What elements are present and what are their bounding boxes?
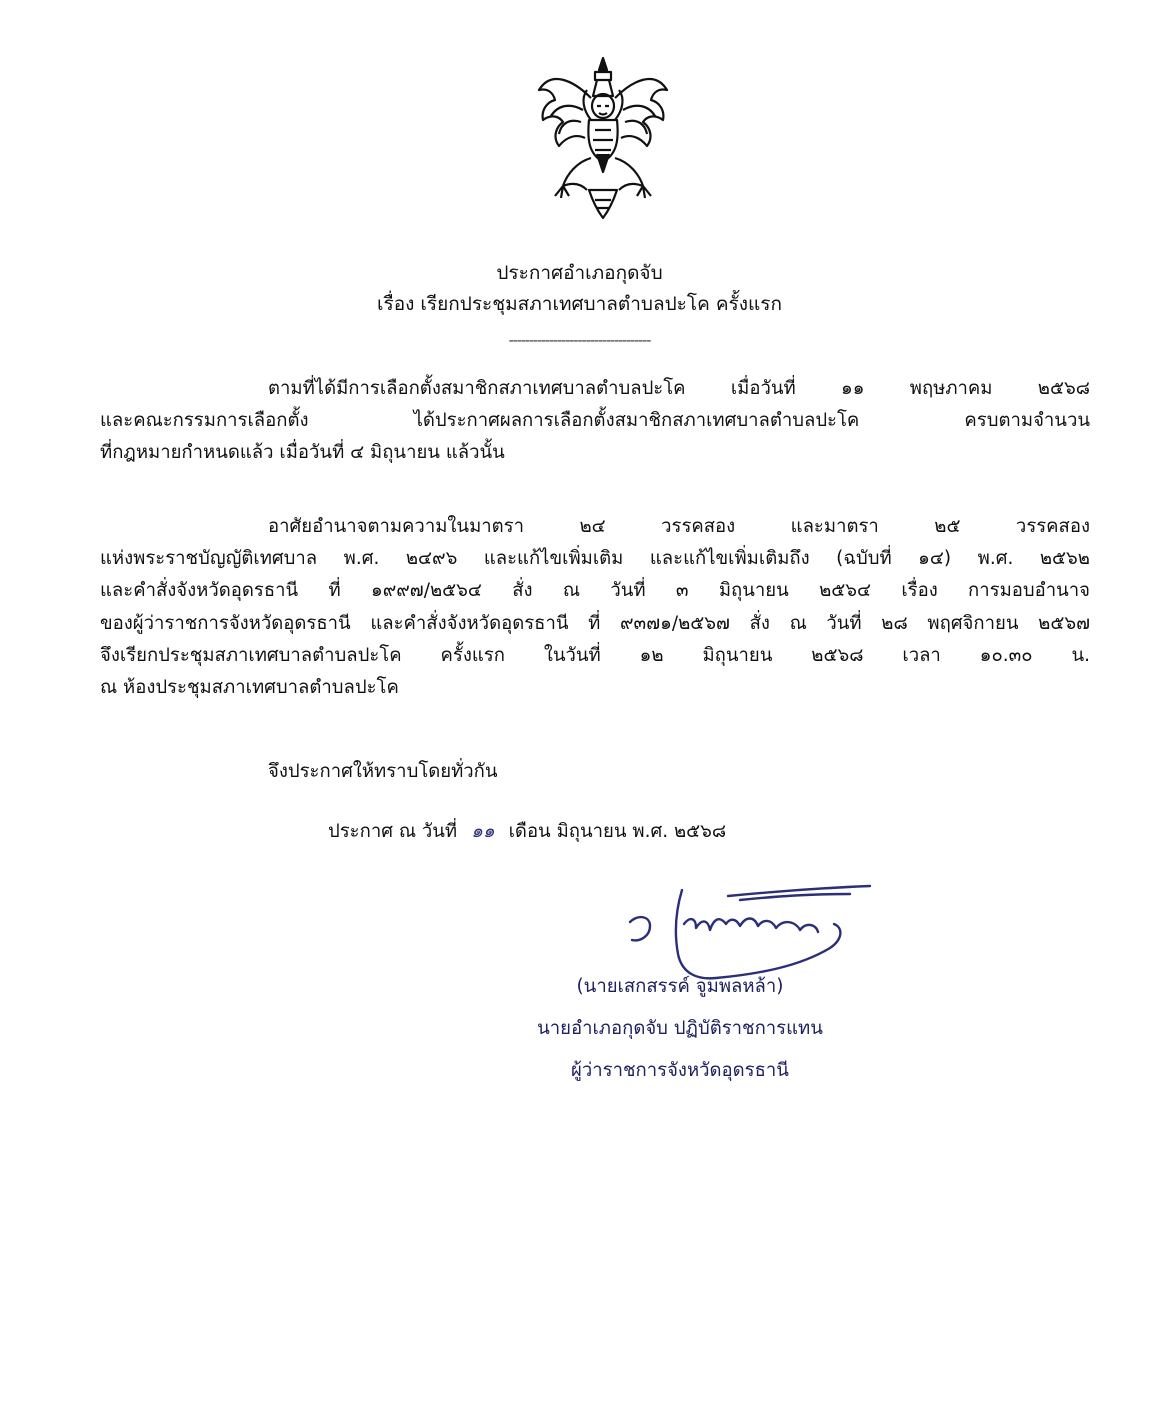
signatory-name: (นายเสกสรรค์ จูมพลหล้า) — [576, 976, 784, 997]
garuda-emblem-icon — [533, 50, 673, 225]
paragraph-line: ของผู้ว่าราชการจังหวัดอุดรธานี และคำสั่งจังหวัดอุดรธานี ที่ ๙๓๗๑/๒๕๖๗ สั่ง ณ วันที่ ๒๘ พฤศจิกายน ๒๕๖๗ — [100, 612, 1090, 634]
paragraph-line: แห่งพระราชบัญญัติเทศบาล พ.ศ. ๒๔๙๖ และแก้ไขเพิ่มเติม และแก้ไขเพิ่มเติมถึง (ฉบับที่ ๑๔) พ.ศ. ๒๕๖๒ — [100, 548, 1090, 570]
header-divider: ----------------------------------- — [508, 333, 651, 349]
announcement-date — [328, 817, 726, 846]
date-suffix: เดือน มิถุนายน พ.ศ. ๒๕๖๘ — [508, 821, 727, 842]
announcement-subject: เรื่อง เรียกประชุมสภาเทศบาลตำบลปะโค ครั้งแรก — [377, 293, 782, 315]
paragraph-line: และคณะกรรมการเลือกตั้ง ได้ประกาศผลการเลือกตั้งสมาชิกสภาเทศบาลตำบลปะโค ครบตามจำนวน — [100, 410, 1090, 432]
paragraph-legal-authority — [100, 511, 1090, 704]
date-prefix: ประกาศ ณ วันที่ — [328, 821, 458, 842]
date-day-handwritten: ๑๑ — [471, 821, 495, 842]
paragraph-line: ตามที่ได้มีการเลือกตั้งสมาชิกสภาเทศบาลตำบลปะโค เมื่อวันที่ ๑๑ พฤษภาคม ๒๕๖๘ — [268, 378, 1090, 399]
closing-statement: จึงประกาศให้ทราบโดยทั่วกัน — [268, 761, 498, 782]
paragraph-line: ที่กฎหมายกำหนดแล้ว เมื่อวันที่ ๔ มิถุนายน แล้วนั้น — [100, 442, 505, 464]
announcement-title: ประกาศอำเภอกุดจับ — [496, 262, 663, 284]
signatory-position: นายอำเภอกุดจับ ปฏิบัติราชการแทน — [537, 1018, 823, 1039]
signatory-position-governor: ผู้ว่าราชการจังหวัดอุดรธานี — [571, 1060, 789, 1081]
paragraph-line: ณ ห้องประชุมสภาเทศบาลตำบลปะโค — [100, 677, 399, 699]
paragraph-line: และคำสั่งจังหวัดอุดรธานี ที่ ๑๙๙๗/๒๕๖๔ สั่ง ณ วันที่ ๓ มิถุนายน ๒๕๖๔ เรื่อง การมอบอำนาจ — [100, 580, 1090, 602]
paragraph-line: อาศัยอำนาจตามความในมาตรา ๒๔ วรรคสอง และมาตรา ๒๕ วรรคสอง — [268, 516, 1090, 537]
handwritten-signature — [620, 870, 880, 980]
paragraph-election-result — [100, 373, 1090, 470]
paragraph-line: จึงเรียกประชุมสภาเทศบาลตำบลปะโค ครั้งแรก ในวันที่ ๑๒ มิถุนายน ๒๕๖๘ เวลา ๑๐.๓๐ น. — [100, 644, 1090, 666]
